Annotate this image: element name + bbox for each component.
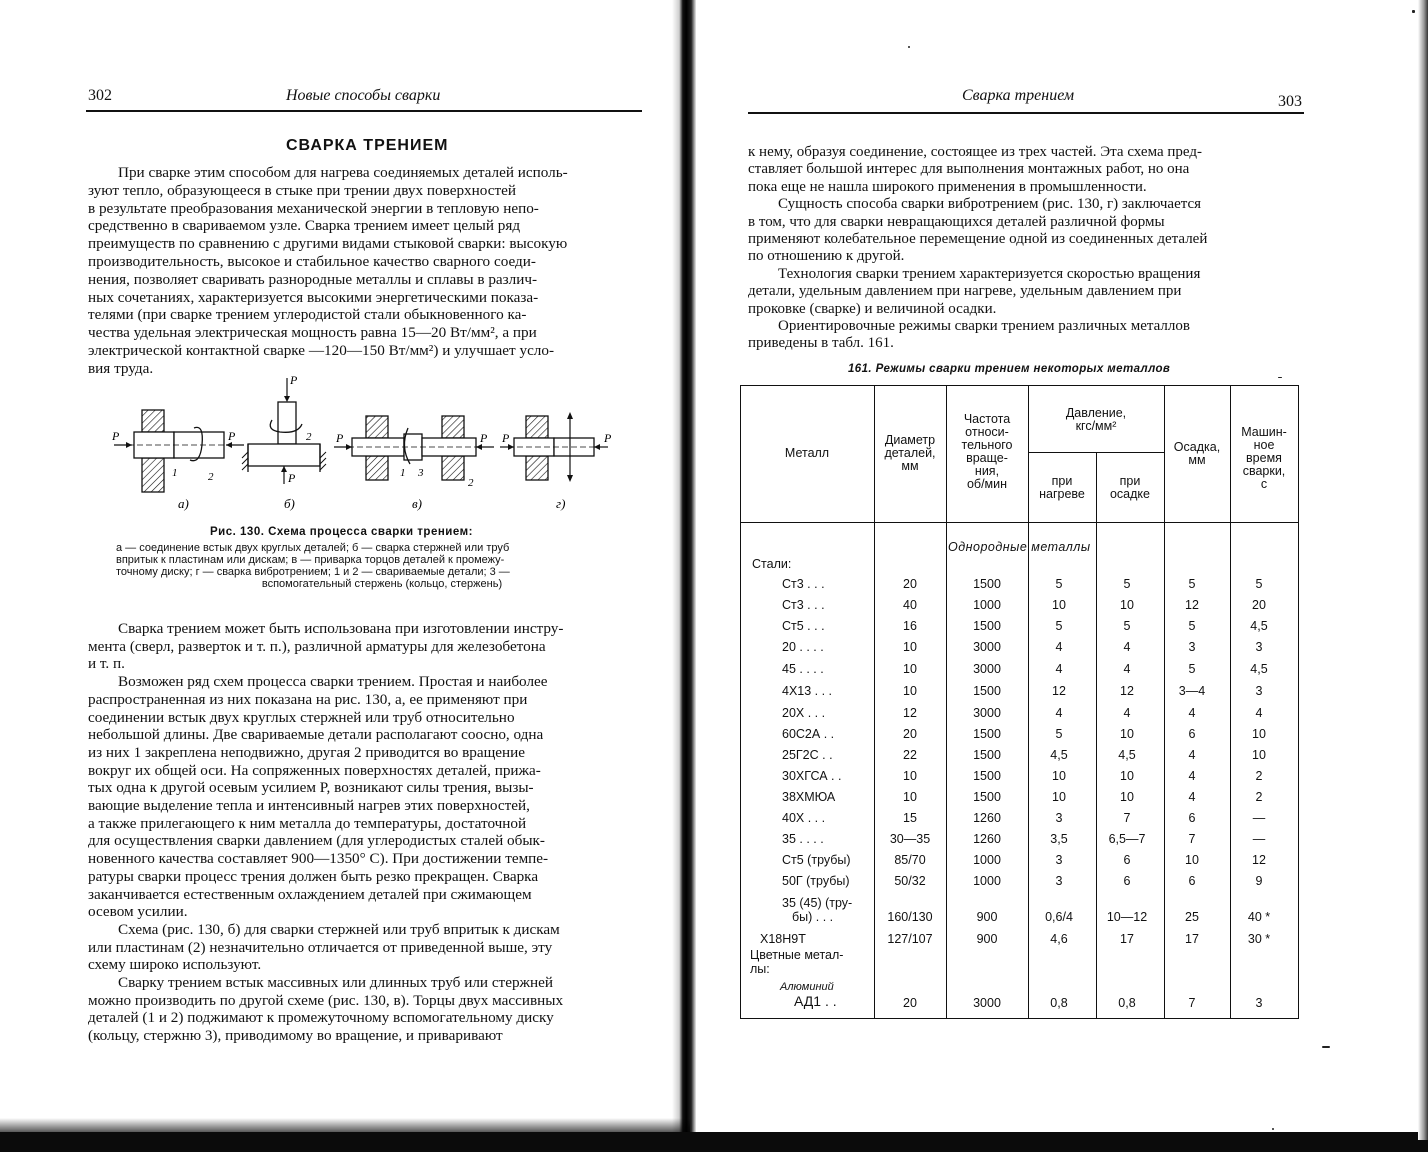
text-line: деталей (1 и 2) поджимают к промежуточному вспомогательному диску [88,1009,554,1027]
text-line: преимуществ по сравнению с другими видами стыковой сварки: высокую [88,235,568,253]
value-cell: 5 [1055,619,1063,633]
force-label: P [228,429,236,443]
value-cell: 3 [1055,853,1063,867]
value-cell: 6 [1123,853,1131,867]
header-rule-right [748,112,1304,114]
group-homogeneous-metals: Однородные металлы [948,540,1091,554]
header-line: кгс/мм² [1075,419,1117,433]
value-cell: 10 [903,640,917,654]
value-cell: 3—4 [1178,684,1206,698]
header-line: мм [1188,453,1206,467]
value-cell: 1500 [973,684,1001,698]
scan-speck [1278,377,1282,378]
table-bottom-rule [740,1018,1298,1019]
value-cell: 4,5 [1250,662,1268,676]
text-line: мента (сверл, разверток и т. п.), различной арматуры для железобетона [88,637,546,655]
col-header-pressure-heating [1028,475,1096,501]
text-line: пока еще не нашла широкого применения в промышленности. [748,178,1147,195]
text-line: из них 1 закреплена неподвижно, другая 2 приводится во вращение [88,743,526,761]
value-cell: 3 [1055,811,1063,825]
value-cell: 1500 [973,769,1001,783]
value-cell: 10 [903,790,917,804]
force-label: P [604,431,612,445]
table-head-rule [740,522,1298,523]
text-line: а также прилегающего к ним металла до температуры, достаточной [88,814,527,832]
text-line: Ориентировочные режимы сварки трением различных металлов [778,318,1190,334]
header-line: Машин- [1241,425,1287,439]
value-cell: 4 [1123,662,1131,676]
section-nonferrous [750,948,1422,976]
text-line: приведены в табл. 161. [748,335,894,352]
metal-cell: Ст3 . . . [782,598,825,612]
value-cell: 20 [903,577,917,591]
value-cell: 10 [1185,853,1199,867]
value-cell: 6 [1123,874,1131,888]
value-cell: 50/32 [894,874,926,888]
value-cell: 7 [1188,832,1196,846]
cell-line: Алюминий [780,981,834,993]
diagram-a [111,410,244,511]
text-line: заканчивается естественным охлаждением деталей при сжимающем [88,885,532,903]
value-cell: 30 * [1247,932,1271,946]
caption-line: впритык к пластинам или дискам; в — приварка торцов деталей к промежу- [116,554,505,566]
metal-cell: 38ХМЮА [782,790,836,804]
value-cell: 1500 [973,748,1001,762]
header-line: об/мин [966,477,1008,491]
text-line: ных сочетаниях, характеризуется высокими энергетическими показа- [88,288,539,306]
value-cell: 17 [1120,932,1134,946]
value-cell: 25 [1185,910,1199,924]
value-cell: 10 [903,662,917,676]
value-cell: 127/107 [887,932,933,946]
header-line: Цветные метал- [750,948,844,962]
header-line: Частота [963,412,1011,426]
text-line: проковке (сварке) и величиной осадки. [748,300,997,317]
metal-cell: 45 . . . . [782,662,824,676]
value-cell: 3000 [973,640,1001,654]
force-label: P [288,471,296,485]
text-line: распространенная из них показана на рис. 130, а, ее применяют при [88,690,528,708]
value-cell: 1500 [973,619,1001,633]
metal-cell: 50Г (трубы) [782,874,850,888]
value-cell: 3 [1188,640,1196,654]
value-cell: 22 [903,748,917,762]
section-heading: СВАРКА ТРЕНИЕМ [286,137,449,154]
part-label-3: 3 [418,467,424,479]
header-rule-left [86,110,642,112]
part-label-1: 1 [172,467,178,479]
value-cell: 900 [976,932,998,946]
text-line: Сварку трением встык массивных или длинных труб или стержней [118,974,554,991]
value-cell: 5 [1123,619,1131,633]
text-line: Сущность способа сварки вибротрением (рис. 130, г) заключается [778,196,1202,213]
value-cell: 4,5 [1250,619,1268,633]
value-cell: 10 [1252,727,1266,741]
value-cell: 10 [1120,769,1134,783]
value-cell: 12 [1185,598,1199,612]
value-cell: 4,5 [1050,748,1068,762]
value-cell: 1000 [973,874,1001,888]
caption-line: а — соединение встык двух круглых деталей; б — сварка стержней или труб [116,542,510,554]
value-cell: 5 [1188,662,1196,676]
value-cell: — [1252,811,1266,825]
header-line: лы: [750,962,770,976]
text-line: детали, удельным давлением при нагреве, удельным давлением при [748,283,1182,300]
sublabel-d: г) [556,496,566,511]
value-cell: 20 [1252,598,1266,612]
value-cell: 12 [1252,853,1266,867]
col-header-frequency [946,413,1028,491]
metal-cell: Ст5 (трубы) [782,853,851,867]
value-cell: 5 [1188,577,1196,591]
value-cell: 0,8 [1118,996,1136,1010]
diagram-d [500,412,612,511]
header-line: Давление, [1065,406,1127,420]
value-cell: 4 [1123,706,1131,720]
text-line: вия труда. [88,359,154,377]
value-cell: 17 [1185,932,1199,946]
value-cell: 4 [1055,662,1063,676]
value-cell: 3 [1055,874,1063,888]
header-line: нагреве [1039,487,1085,501]
sublabel-c: в) [412,496,422,511]
value-cell: 900 [976,910,998,924]
value-cell: 10 [903,769,917,783]
col-header-pressure [1028,407,1164,433]
text-line: электрической контактной сварке —120—150 Вт/мм²) и улучшает усло- [88,342,555,359]
text-line: вающие выделение тепла и интенсивный нагрев этих поверхностей, [88,797,530,814]
value-cell: 10 [1120,727,1134,741]
value-cell: 1500 [973,577,1001,591]
header-line: время [1246,451,1282,465]
value-cell: 160/130 [887,910,933,924]
value-cell: 85/70 [894,853,926,867]
text-line: (кольцу, стержню 3), приводимому во вращение, и приваривают [88,1027,503,1045]
text-line: тых одна к другой осевым усилием P, возникают силы трения, вызы- [88,779,534,797]
book-spine [672,0,696,1152]
value-cell: 4 [1188,748,1196,762]
header-line: сварки, [1242,464,1286,478]
value-cell: 4 [1055,640,1063,654]
col-header-upset [1164,441,1230,467]
value-cell: 10 [1252,748,1266,762]
metal-cell: 4Х13 . . . [782,684,833,698]
metal-cell: 35 . . . . [782,832,824,846]
header-line: ное [1253,438,1275,452]
cell-line: бы) . . . [792,910,834,924]
text-line: ставляет большой интерес для выполнения монтажных работ, но она [748,161,1190,178]
col-header-pressure-upset [1096,475,1164,501]
part-label-2: 2 [306,431,312,443]
running-head-right: Сварка трением [962,87,1075,104]
metal-cell: Х18Н9Т [760,932,806,946]
value-cell: 40 [903,598,917,612]
cell-line: 35 (45) (тру- [782,896,853,910]
scan-speck [1412,10,1415,13]
value-cell: 5 [1055,577,1063,591]
text-line: по отношению к другой. [748,248,905,265]
part-label-1: 1 [400,467,406,479]
value-cell: 10—12 [1106,910,1148,924]
value-cell: 20 [903,996,917,1010]
value-cell: 12 [903,706,917,720]
value-cell: 40 * [1247,910,1271,924]
metal-cell: 30ХГСА . . [782,769,842,783]
part-label-2: 2 [208,471,214,483]
table-col-line [740,385,741,1019]
value-cell: 1500 [973,790,1001,804]
value-cell: 0,6/4 [1045,910,1073,924]
value-cell: 10 [1052,769,1066,783]
table-title: 161. Режимы сварки трением некоторых металлов [848,363,1171,375]
value-cell: 1000 [973,853,1001,867]
scan-speck [1272,1128,1274,1130]
force-label: P [336,431,344,445]
header-line: деталей, [884,446,936,460]
text-line: применяют колебательное перемещение одной из соединенных деталей [748,231,1208,247]
value-cell: 30—35 [889,832,931,846]
sublabel-a: а) [178,496,189,511]
header-line: относи- [965,425,1009,439]
force-label: P [290,373,298,387]
value-cell: 7 [1188,996,1196,1010]
col-header-diameter [874,434,946,473]
value-cell: 1260 [973,811,1001,825]
scan-bottom-edge [0,1132,1428,1152]
value-cell: 4 [1123,640,1131,654]
text-line: можно производить по другой схеме (рис. 130, в). Торцы двух массивных [88,991,564,1009]
text-line: средственно в свариваемом узле. Сварка трением имеет целый ряд [88,217,521,235]
diagram-c [334,416,494,511]
value-cell: 5 [1123,577,1131,591]
section-steels: Стали: [752,557,792,571]
text-line: ратуры сварки процесс трения должен быть резко прекращен. Сварка [88,867,539,885]
text-line: При сварке этим способом для нагрева соединяемых деталей исполь- [118,164,568,181]
value-cell: 10 [903,684,917,698]
text-line: нения, позволяет сваривать разнородные металлы и сплавы в различ- [88,270,538,288]
text-line: в том, что для сварки невращающихся деталей различной формы [748,213,1165,230]
table-col-line [1298,385,1299,1019]
scan-shadow [0,1118,690,1132]
table-top-rule [740,385,1298,386]
text-line: чества удельная электрическая мощность равна 15—20 Вт/мм², а при [88,324,537,342]
value-cell: 1000 [973,598,1001,612]
value-cell: 6 [1188,811,1196,825]
value-cell: 4 [1255,706,1263,720]
text-line: Схема (рис. 130, б) для сварки стержней или труб впритык к дискам [118,920,560,938]
text-line: зуют тепло, образующееся в стыке при трении двух поверхностей [88,181,516,199]
value-cell: 0,8 [1050,996,1068,1010]
metal-cell: 20Х . . . [782,706,826,720]
header-line: осадке [1109,487,1150,501]
value-cell: 4 [1188,706,1196,720]
header-line: Диаметр [884,433,936,447]
col-header-metal: Металл [784,446,830,460]
text-line: Технология сварки трением характеризуется скоростью вращения [778,265,1201,282]
value-cell: 9 [1255,874,1263,888]
running-head-left: Новые способы сварки [286,87,441,104]
page-number-left: 302 [88,87,112,104]
value-cell: 5 [1255,577,1263,591]
text-line: соединении встык двух круглых стержней или труб относительно [88,708,515,726]
scan-speck [908,46,910,48]
text-line: вокруг их общей оси. На сопряженных поверхностях деталей, прижа- [88,761,541,779]
value-cell: 3 [1255,640,1263,654]
header-line: мм [901,459,919,473]
force-label: P [112,429,120,443]
value-cell: 6,5—7 [1108,832,1146,846]
metal-cell: 60С2А . . [782,727,835,741]
metal-cell: 40Х . . . [782,811,826,825]
caption-line: точному диску; г — сварка вибротрением; 1 и 2 — свариваемые детали; 3 — [116,566,510,578]
text-line: небольшой длины. Две свариваемые детали располагают соосно, одна [88,726,544,744]
text-line: в результате преобразования механической энергии в тепловую непо- [88,199,539,217]
sublabel-b: б) [284,496,295,511]
value-cell: 5 [1055,727,1063,741]
text-line: производительность, высокое и стабильное качество сварного соеди- [88,253,536,270]
value-cell: 4,6 [1050,932,1068,946]
value-cell: 10 [1052,598,1066,612]
value-cell: 4,5 [1118,748,1136,762]
value-cell: 6 [1188,874,1196,888]
value-cell: 5 [1188,619,1196,633]
value-cell: 3000 [973,706,1001,720]
col-header-weld-time [1230,426,1298,491]
scan-speck [1322,1046,1330,1048]
value-cell: 16 [903,619,917,633]
text-line: осевом усилии. [88,903,188,921]
value-cell: 12 [1052,684,1066,698]
value-cell: 12 [1120,684,1134,698]
caption-line: вспомогательный стержень (кольцо, стержень) [261,578,503,590]
metal-cell: 25Г2С . . [782,748,833,762]
value-cell: 1500 [973,727,1001,741]
metal-cell: 20 . . . . [782,640,824,654]
text-line: телями (при сварке трением углеродистой стали обыкновенного ка- [88,306,527,324]
value-cell: 20 [903,727,917,741]
value-cell: 10 [1052,790,1066,804]
diagram-b [242,373,326,511]
text-line: схему широко используют. [88,956,262,974]
force-label: P [480,431,488,445]
figure-130-diagram [108,372,628,518]
part-label-2: 2 [468,477,474,489]
value-cell: 3 [1255,684,1263,698]
value-cell: 2 [1255,769,1263,783]
value-cell: 4 [1188,769,1196,783]
value-cell: 15 [903,811,917,825]
value-cell: 6 [1188,727,1196,741]
figure-caption-title: Рис. 130. Схема процесса сварки трением: [210,526,473,538]
header-line: с [1260,477,1268,491]
value-cell: 3000 [973,996,1001,1010]
value-cell: 4 [1188,790,1196,804]
value-cell: 2 [1255,790,1263,804]
metal-cell: Ст3 . . . [782,577,825,591]
text-line: новенного качества составляет 900—1350° С). При достижении темпе- [88,850,549,868]
cell-line: АД1 . . [794,993,837,1009]
text-line: для осуществления сварки давлением (для углеродистых сталей обык- [88,832,545,850]
text-line: Возможен ряд схем процесса сварки трением. Простая и наиболее [118,673,548,691]
force-label: P [502,431,510,445]
value-cell: 3,5 [1050,832,1068,846]
value-cell: 7 [1123,811,1131,825]
header-line: тельного [961,438,1013,452]
text-line: к нему, образуя соединение, состоящее из трех частей. Эта схема пред- [748,144,1202,160]
header-line: при [1051,474,1073,488]
header-line: при [1119,474,1141,488]
header-line: Осадка, [1173,440,1221,454]
text-line: или пластинам (2) незначительно отличается от приведенной выше, эту [88,938,553,956]
value-cell: 1260 [973,832,1001,846]
value-cell: 3 [1255,996,1263,1010]
value-cell: 3000 [973,662,1001,676]
value-cell: 10 [1120,790,1134,804]
page-number-right: 303 [1278,93,1302,110]
value-cell: 4 [1055,706,1063,720]
header-line: враще- [966,451,1008,465]
metal-cell: Ст5 . . . [782,619,825,633]
value-cell: — [1252,832,1266,846]
header-line: ния, [974,464,1000,478]
text-line: и т. п. [88,655,125,673]
text-line: Сварка трением может быть использована при изготовлении инстру- [118,620,564,637]
value-cell: 10 [1120,598,1134,612]
